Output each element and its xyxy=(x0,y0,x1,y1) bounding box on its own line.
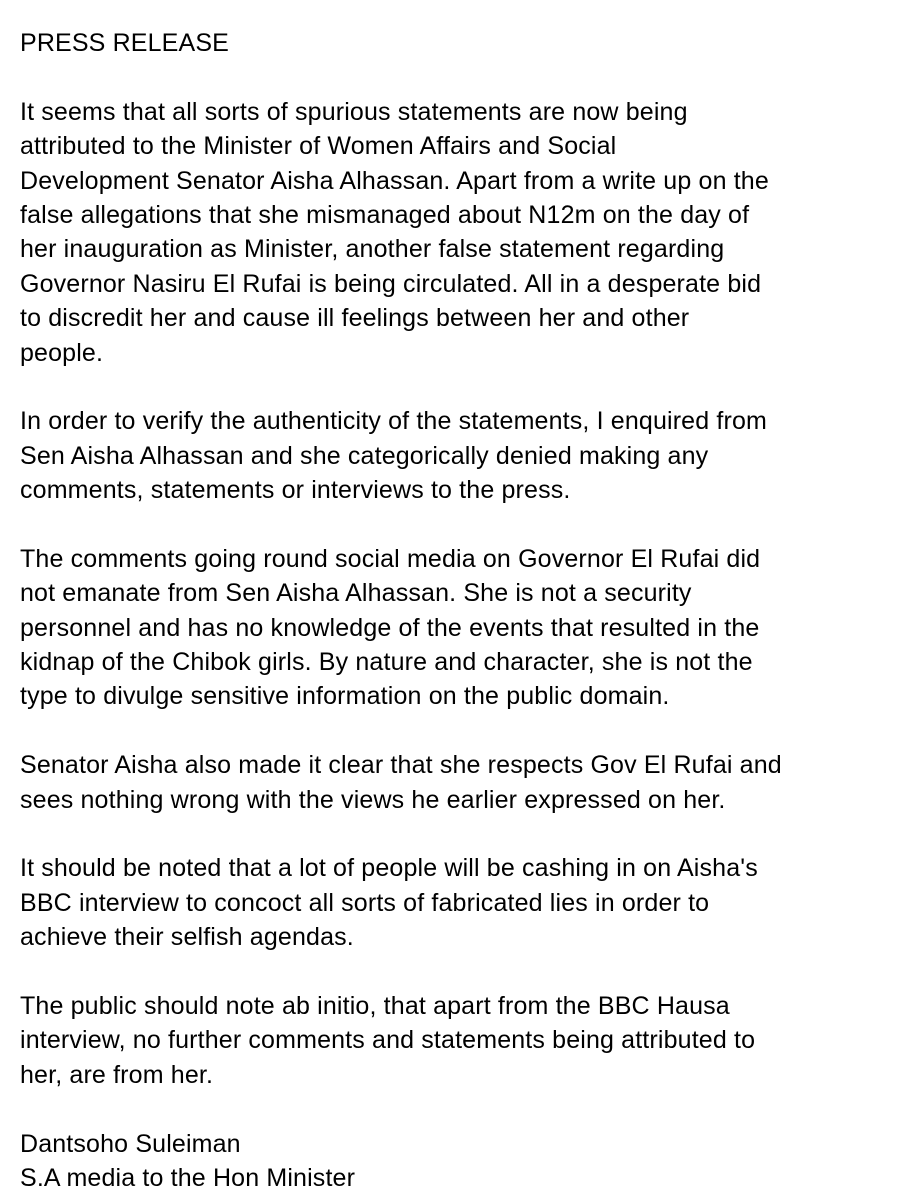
paragraph-line: not emanate from Sen Aisha Alhassan. She is not a security xyxy=(20,579,692,608)
document-title-block xyxy=(20,26,890,60)
paragraph-line: type to divulge sensitive information on the public domain. xyxy=(20,682,670,711)
paragraph-line: The public should note ab initio, that apart from the BBC Hausa xyxy=(20,991,730,1020)
paragraph-line: false allegations that she mismanaged about N12m on the day of xyxy=(20,200,750,229)
document-title: PRESS RELEASE xyxy=(20,29,229,57)
press-release-document xyxy=(20,26,890,1195)
signatory-role: S.A media to the Hon Minister xyxy=(20,1163,356,1192)
signatory-name: Dantsoho Suleiman xyxy=(20,1129,241,1158)
paragraph-line: sees nothing wrong with the views he earlier expressed on her. xyxy=(20,785,726,814)
paragraph-2 xyxy=(20,404,890,507)
paragraph-line: people. xyxy=(20,338,104,367)
paragraph-line: Senator Aisha also made it clear that she respects Gov El Rufai and xyxy=(20,751,782,780)
paragraph-line: In order to verify the authenticity of the statements, I enquired from xyxy=(20,407,767,436)
paragraph-line: her inauguration as Minister, another false statement regarding xyxy=(20,235,725,264)
paragraph-5 xyxy=(20,851,890,954)
paragraph-line: Development Senator Aisha Alhassan. Apart from a write up on the xyxy=(20,166,769,195)
paragraph-line: comments, statements or interviews to the press. xyxy=(20,476,571,505)
paragraph-4 xyxy=(20,748,890,817)
paragraph-line: to discredit her and cause ill feelings between her and other xyxy=(20,304,690,333)
paragraph-6 xyxy=(20,989,890,1092)
paragraph-line: It seems that all sorts of spurious statements are now being xyxy=(20,97,688,126)
paragraph-3 xyxy=(20,542,890,714)
paragraph-line: It should be noted that a lot of people will be cashing in on Aisha's xyxy=(20,854,758,883)
paragraph-line: Sen Aisha Alhassan and she categorically denied making any xyxy=(20,441,709,470)
paragraph-line: achieve their selfish agendas. xyxy=(20,923,354,952)
paragraph-line: kidnap of the Chibok girls. By nature and character, she is not the xyxy=(20,648,753,677)
signature-block xyxy=(20,1127,890,1196)
paragraph-1 xyxy=(20,95,890,370)
paragraph-line: her, are from her. xyxy=(20,1060,214,1089)
paragraph-line: Governor Nasiru El Rufai is being circulated. All in a desperate bid xyxy=(20,269,762,298)
paragraph-line: The comments going round social media on Governor El Rufai did xyxy=(20,544,761,573)
paragraph-line: personnel and has no knowledge of the events that resulted in the xyxy=(20,613,760,642)
paragraph-line: BBC interview to concoct all sorts of fabricated lies in order to xyxy=(20,888,710,917)
paragraph-line: attributed to the Minister of Women Affairs and Social xyxy=(20,132,617,161)
paragraph-line: interview, no further comments and statements being attributed to xyxy=(20,1026,756,1055)
